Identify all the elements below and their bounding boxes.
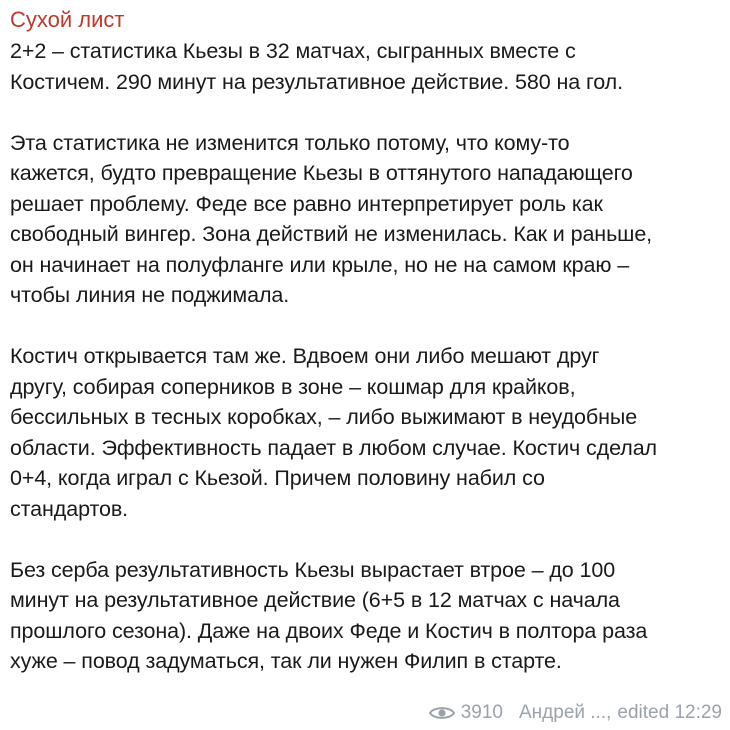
text-line: 2+2 – статистика Кьезы в 32 матчах, сыгранных вместе с <box>10 39 576 63</box>
channel-name[interactable]: Сухой лист <box>10 7 125 32</box>
text-line: Без серба результативность Кьезы вырастает втрое – до 100 <box>10 557 616 582</box>
text-line: он начинает на полуфланге или крыле, но не на самом краю – <box>10 252 630 277</box>
message-post <box>10 6 722 677</box>
text-line: Костичем. 290 минут на результативное действие. 580 на гол. <box>10 69 623 94</box>
text-line: 0+4, когда играл с Кьезой. Причем половину набил со <box>10 466 545 490</box>
text-line: стандартов. <box>10 496 129 521</box>
paragraph-1 <box>10 36 722 97</box>
text-line: Эта статистика не изменится только потому, что кому-то <box>10 130 570 155</box>
text-line: прошлого сезона). Даже на двоих Феде и Костич в полтора раза <box>10 618 648 643</box>
text-line: хуже – повод задуматься, так ли нужен Филип в старте. <box>10 649 562 673</box>
text-line: другу, собирая соперников в зоне – кошмар для крайков, <box>10 374 576 399</box>
paragraph-2 <box>10 128 722 311</box>
edited-timestamp: edited 12:29 <box>617 702 722 723</box>
text-line: бессильных в тесных коробках, – либо выжимают в неудобные <box>10 405 638 429</box>
message-meta <box>429 702 722 724</box>
paragraph-3 <box>10 341 722 524</box>
author-signature: Андрей ..., <box>519 702 612 723</box>
text-line: области. Эффективность падает в любом случае. Костич сделал <box>10 435 657 460</box>
view-count: 3910 <box>460 702 503 723</box>
eye-icon <box>429 705 455 721</box>
text-line: минут на результативное действие (6+5 в 12 матчах с начала <box>10 588 620 612</box>
text-line: свободный вингер. Зона действий не изменилась. Как и раньше, <box>10 222 653 246</box>
text-line: решает проблему. Феде все равно интерпретирует роль как <box>10 191 603 216</box>
text-line: кажется, будто превращение Кьезы в оттянутого нападающего <box>10 161 633 185</box>
text-line: Костич открывается там же. Вдвоем они либо мешают друг <box>10 344 600 368</box>
text-line: чтобы линия не поджимала. <box>10 283 290 307</box>
paragraph-4 <box>10 555 722 677</box>
